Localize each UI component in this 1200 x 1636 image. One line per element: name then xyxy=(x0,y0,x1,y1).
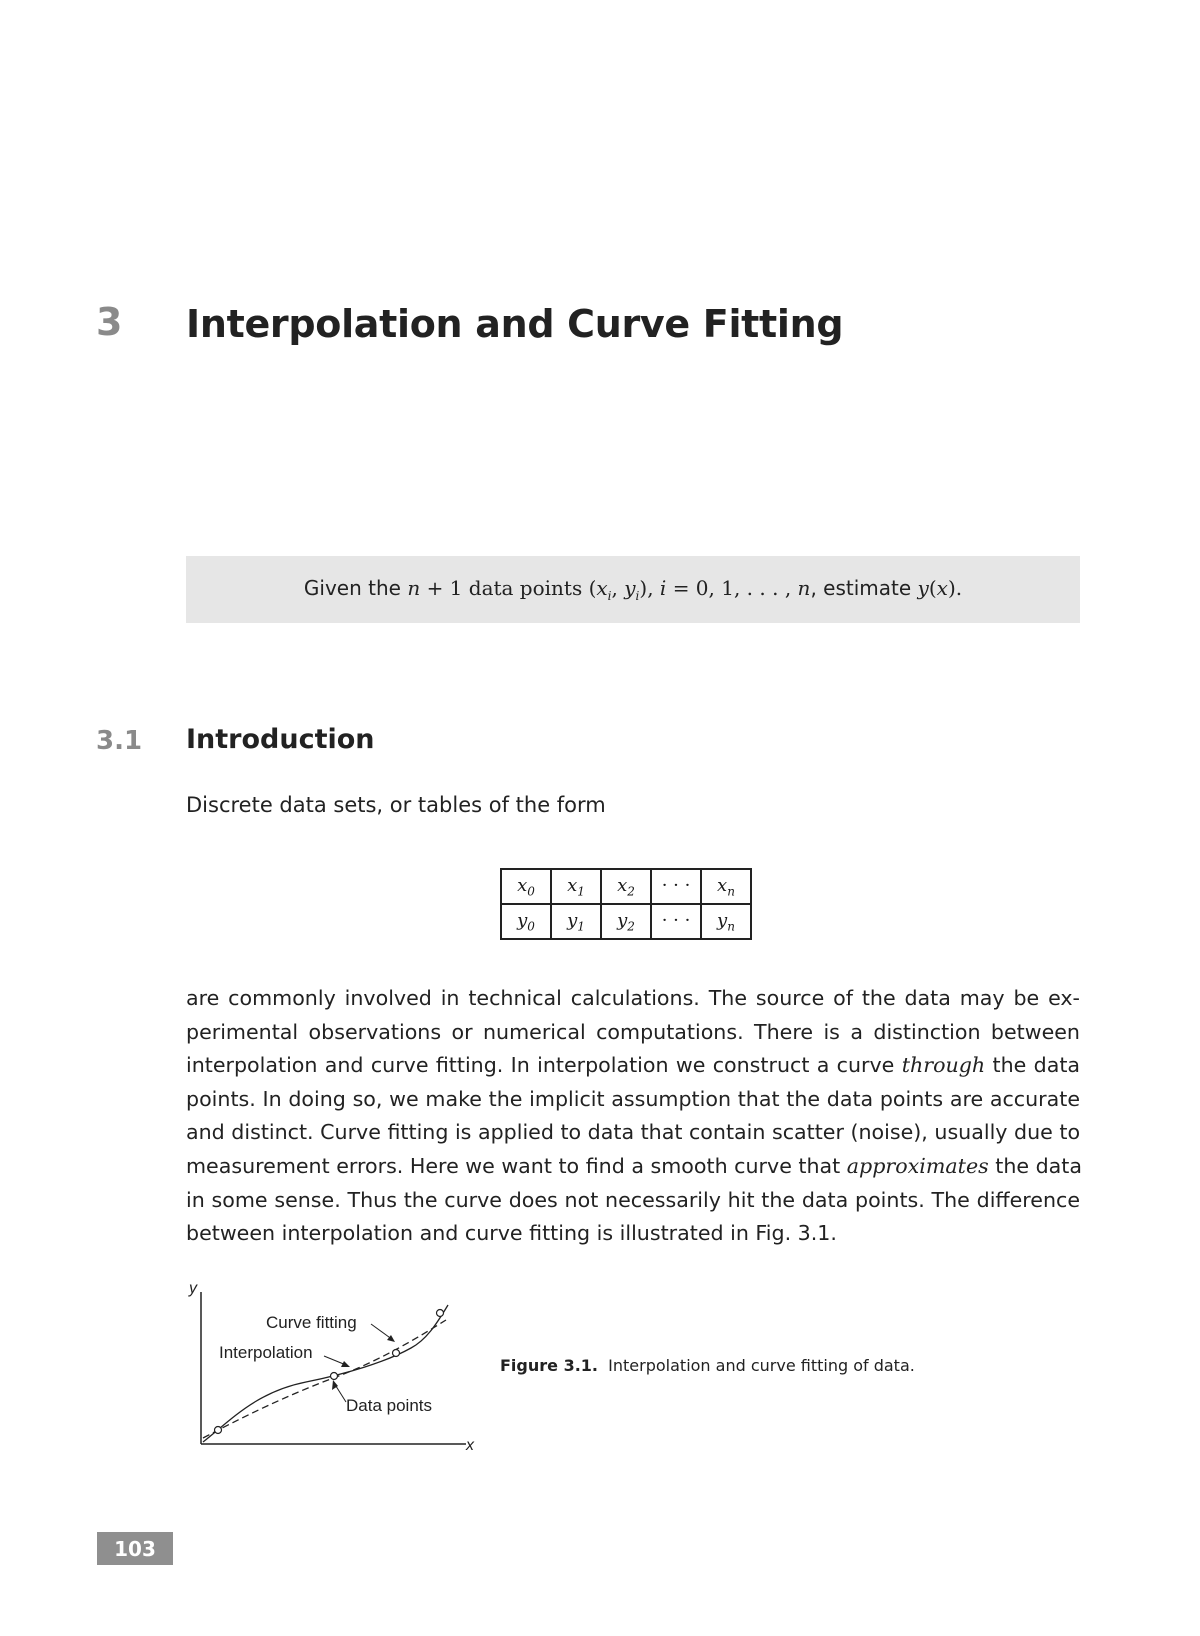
data-point xyxy=(215,1427,222,1434)
y-axis-label: y xyxy=(189,1280,197,1297)
data-point xyxy=(331,1373,338,1380)
figure-caption: Figure 3.1. Interpolation and curve fitting of data. xyxy=(500,1356,915,1375)
paragraph-line: are commonly involved in technical calculations. The source of the data may be ex- xyxy=(186,986,1080,1010)
table-row-y xyxy=(501,904,751,939)
paragraph-line: points. In doing so, we make the implicit assumption that the data points are accurate xyxy=(186,1086,1080,1111)
data-point xyxy=(437,1310,444,1317)
chapter-title: Interpolation and Curve Fitting xyxy=(186,302,844,346)
table-cell: $y_1$ xyxy=(551,904,601,939)
label-curve-fitting: Curve fitting xyxy=(266,1313,357,1332)
section-title: Introduction xyxy=(186,724,375,755)
summary-text: Given the n + 1 data points ($x_i$, $y_i$), i = 0, 1, . . . , n, estimate y(x). xyxy=(303,576,963,603)
paragraph-line: and distinct. Curve fitting is applied to data that contain scatter (noise), usually due to xyxy=(186,1120,1081,1145)
label-interpolation: Interpolation xyxy=(219,1343,313,1362)
chapter-summary-box xyxy=(186,556,1080,623)
table-cell: $x_0$ xyxy=(501,869,551,904)
paragraph-line: measurement errors. Here we want to find a smooth curve that approximates the data xyxy=(186,1153,1082,1178)
table-cell: $y_2$ xyxy=(601,904,651,939)
curve-fitting-line xyxy=(203,1320,446,1438)
data-table xyxy=(500,868,752,940)
table-cell: $x_1$ xyxy=(551,869,601,904)
paragraph-line: between interpolation and curve fitting is illustrated in Fig. 3.1. xyxy=(186,1221,837,1246)
table-cell: $y_0$ xyxy=(501,904,551,939)
page-number: 103 xyxy=(97,1532,173,1565)
table-cell: $x_2$ xyxy=(601,869,651,904)
body-paragraph xyxy=(186,982,1080,1251)
paragraph-line: in some sense. Thus the curve does not necessarily hit the data points. The difference xyxy=(186,1187,1080,1212)
table-cell: · · · xyxy=(651,904,701,939)
table-cell: $x_n$ xyxy=(701,869,751,904)
paragraph-line: perimental observations or numerical computations. There is a distinction between xyxy=(186,1019,1080,1044)
data-point xyxy=(393,1350,400,1357)
x-axis-label: x xyxy=(466,1437,474,1454)
table-cell: · · · xyxy=(651,869,701,904)
chapter-number: 3 xyxy=(96,300,123,344)
intro-text: Discrete data sets, or tables of the form xyxy=(186,793,606,817)
table-row-x xyxy=(501,869,751,904)
section-number: 3.1 xyxy=(96,726,143,756)
label-data-points: Data points xyxy=(346,1396,432,1415)
figure-diagram xyxy=(186,1280,486,1455)
table-cell: $y_n$ xyxy=(701,904,751,939)
paragraph-line: interpolation and curve fitting. In interpolation we construct a curve through the data xyxy=(186,1053,1081,1078)
